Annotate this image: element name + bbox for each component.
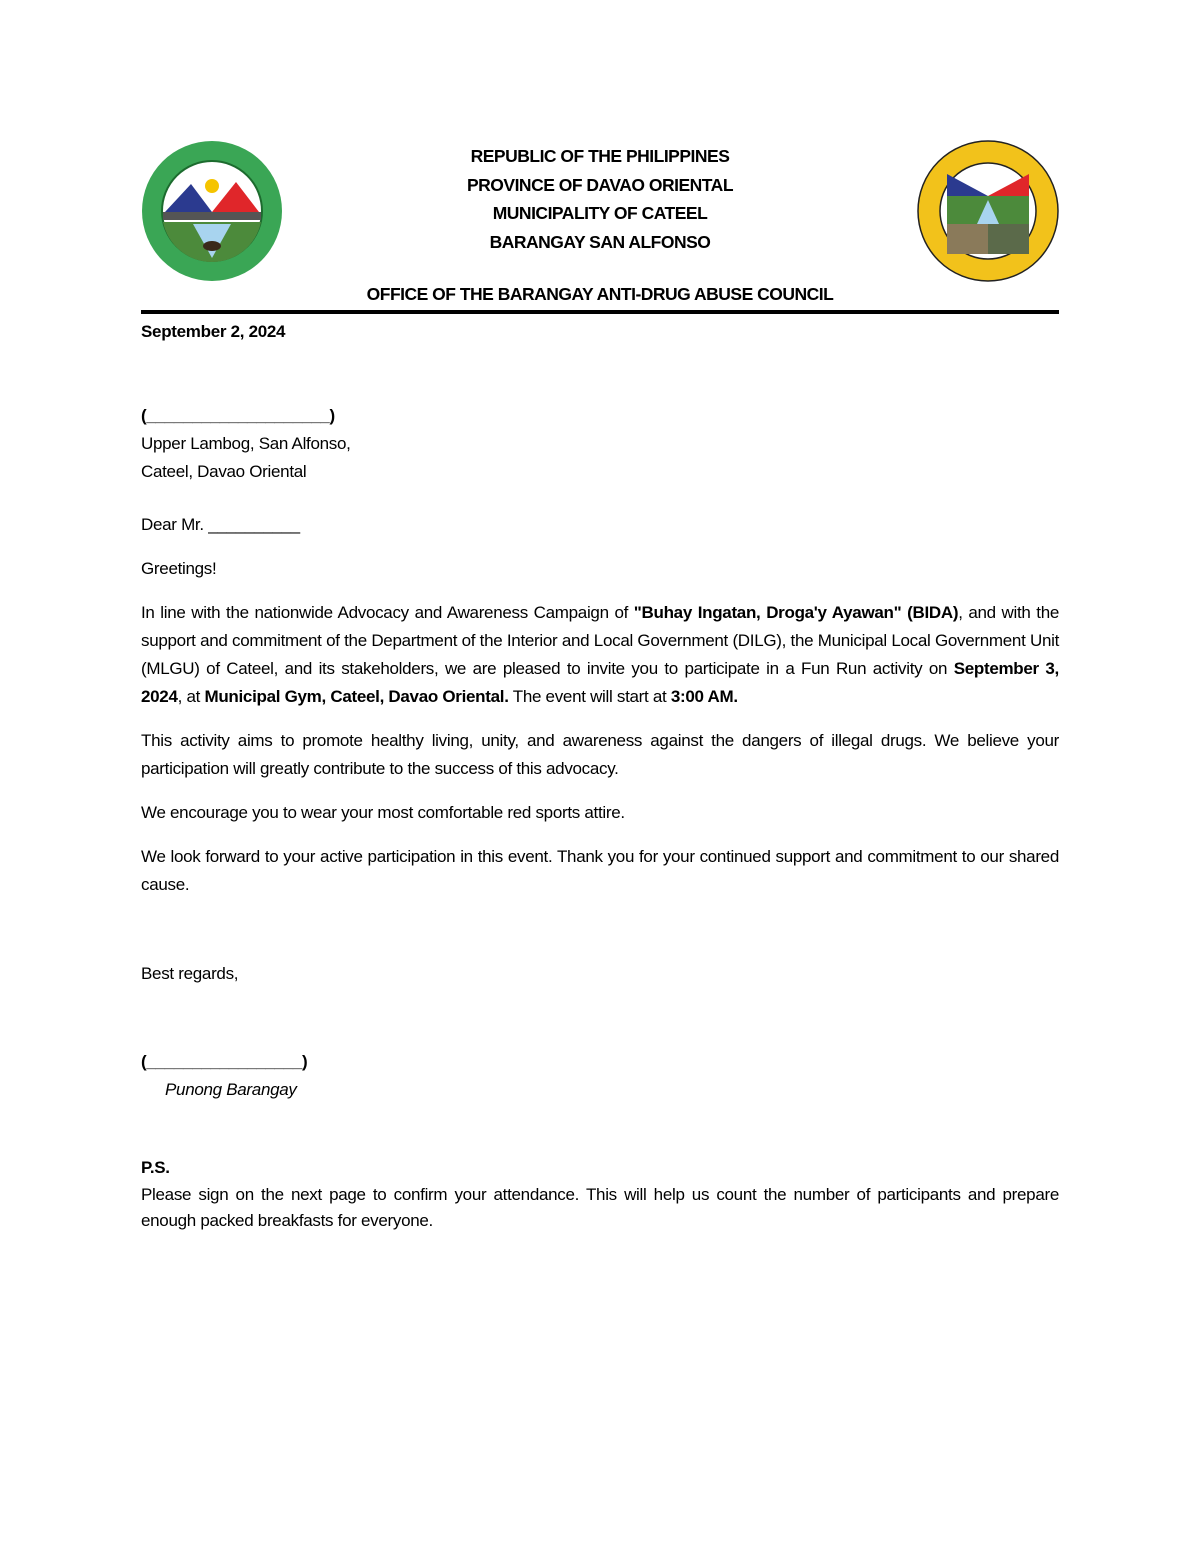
recipient-name: (____________________): [141, 406, 335, 425]
header-divider: [141, 310, 1059, 314]
header-line-republic: REPUBLIC OF THE PHILIPPINES: [470, 146, 730, 166]
header-line-municipality: MUNICIPALITY OF CATEEL: [492, 203, 708, 223]
paragraph-attire: We encourage you to wear your most comfortable red sports attire.: [141, 803, 625, 822]
signatory-name: (_________________): [141, 1052, 308, 1071]
bayan-ng-cateel-seal: [917, 140, 1059, 282]
salutation: Dear Mr. __________: [141, 515, 300, 534]
signatory-title: Punong Barangay: [165, 1080, 297, 1099]
header-line-province: PROVINCE OF DAVAO ORIENTAL: [466, 174, 734, 195]
paragraph-invitation: [141, 599, 1059, 711]
office-title: OFFICE OF THE BARANGAY ANTI-DRUG ABUSE COUNCIL: [366, 284, 834, 304]
ps-text: Please sign on the next page to confirm your attendance. This will help us count the number of participants and prepare enough packed breakfasts for everyone.: [141, 1185, 1059, 1230]
event-venue: Municipal Gym, Cateel, Davao Oriental.: [204, 687, 509, 706]
p1-text: The event will start at: [508, 687, 671, 706]
event-time: 3:00 AM.: [670, 687, 738, 706]
paragraph-thanks: We look forward to your active participation in this event. Thank you for your continued support and commitment to our shared cause.: [141, 847, 1059, 894]
event-date: September 3, 2024: [141, 659, 1059, 706]
p1-text: In line with the nationwide Advocacy and Awareness Campaign of: [141, 603, 634, 622]
closing: Best regards,: [141, 964, 239, 983]
campaign-name: "Buhay Ingatan, Droga'y Ayawan" (BIDA): [633, 603, 959, 622]
letter-body: [141, 318, 1059, 1234]
address-line-1: Upper Lambog, San Alfonso,: [141, 434, 351, 453]
barangay-san-alfonso-seal: [141, 140, 283, 282]
header-line-barangay: BARANGAY SAN ALFONSO: [489, 231, 711, 252]
p1-text: , at: [177, 687, 205, 706]
greeting: Greetings!: [141, 559, 217, 578]
letterhead: [300, 142, 900, 256]
address-line-2: Cateel, Davao Oriental: [141, 462, 307, 481]
paragraph-purpose: This activity aims to promote healthy living, unity, and awareness against the dangers of illegal drugs. We believe your participation will greatly contribute to the success of this advocacy.: [141, 731, 1059, 778]
p1-text: , and with the support and commitment of the Department of the Interior and Local Government (DILG), the Municipal Local Government Unit (MLGU) of Cateel, and its stakeholders, we are pleased to invite you to participate in a Fun Run activity on: [141, 603, 1060, 678]
ps-label: P.S.: [141, 1158, 170, 1177]
letter-date: September 2, 2024: [141, 322, 286, 341]
